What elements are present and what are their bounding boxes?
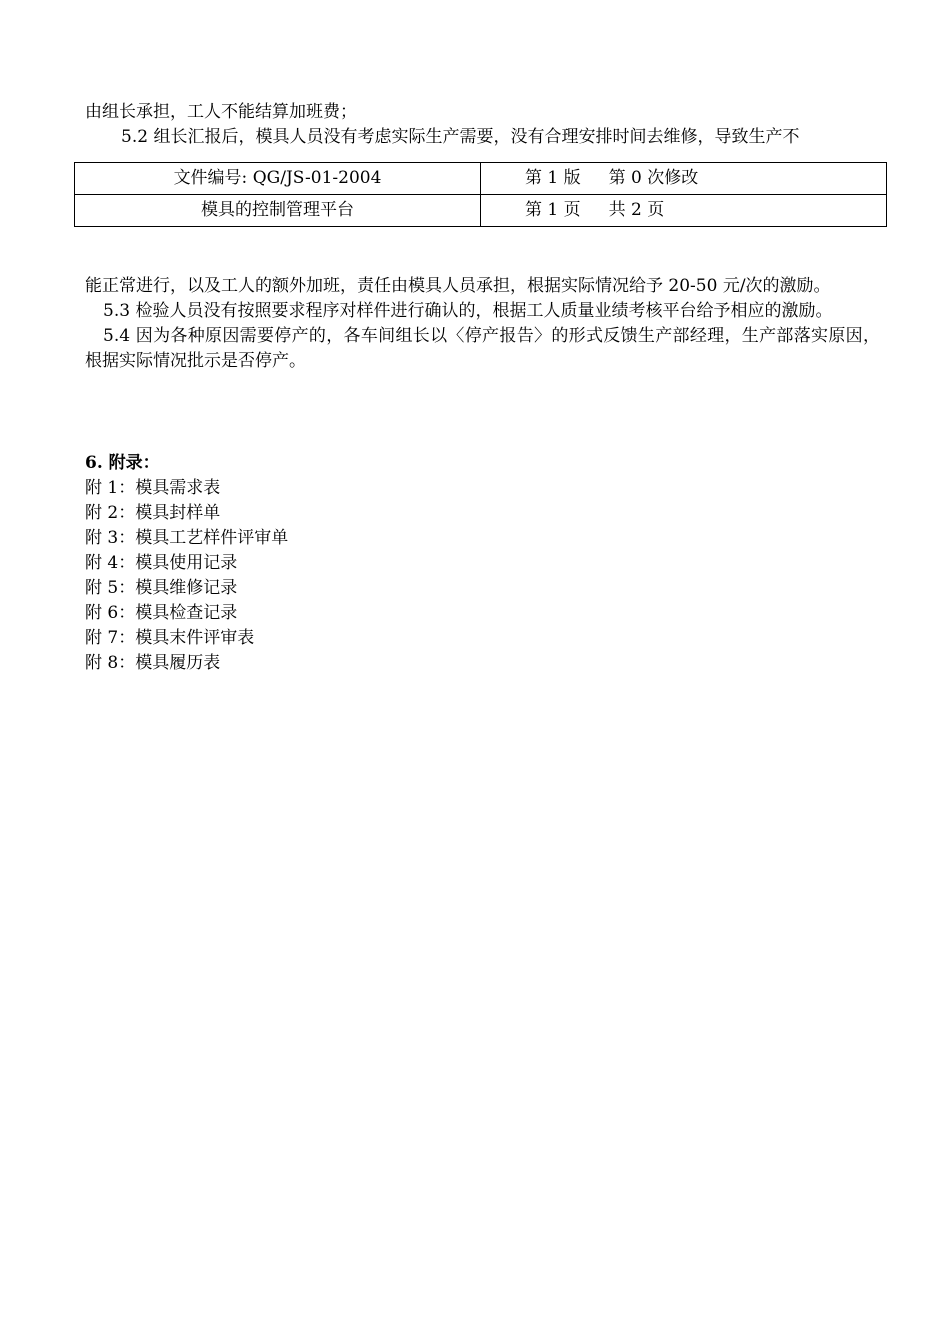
paragraph-5-2-start: 5.2 组长汇报后，模具人员没有考虑实际生产需要，没有合理安排时间去维修，导致生产不	[121, 127, 800, 147]
appendix-item: 附 3：模具工艺样件评审单	[85, 528, 289, 548]
appendix-item: 附 4：模具使用记录	[85, 553, 238, 573]
appendix-item: 附 7：模具末件评审表	[85, 628, 255, 648]
appendix-item: 附 1：模具需求表	[85, 478, 221, 498]
appendix-item: 附 6：模具检查记录	[85, 603, 238, 623]
body-text-block	[85, 274, 880, 374]
continued-line: 由组长承担，工人不能结算加班费；	[85, 102, 357, 122]
appendix-item: 附 5：模具维修记录	[85, 578, 238, 598]
header-row-1	[75, 163, 887, 195]
paragraph-5-3: 5.3 检验人员没有按照要求程序对样件进行确认的，根据工人质量业绩考核平台给予相应的激励。	[103, 301, 833, 321]
appendix-section	[85, 451, 685, 676]
file-number-cell: 文件编号: QG/JS-01-2004	[75, 163, 481, 195]
header-row-2	[75, 195, 887, 227]
page-total-text: 共 2 页	[608, 200, 665, 220]
document-header-table	[74, 162, 887, 227]
edition-text: 第 1 版	[524, 168, 581, 188]
appendix-item: 附 2：模具封样单	[85, 503, 221, 523]
top-text-block	[85, 100, 880, 150]
document-title-cell: 模具的控制管理平台	[75, 195, 481, 227]
paragraph-5-2-continued: 能正常进行，以及工人的额外加班，责任由模具人员承担，根据实际情况给予 20-50 元/次的激励。	[85, 276, 831, 296]
revision-text: 第 0 次修改	[608, 168, 699, 188]
page-number-text: 第 1 页	[524, 200, 581, 220]
appendix-item: 附 8：模具履历表	[85, 653, 221, 673]
appendix-list	[85, 476, 685, 676]
appendix-heading: 6. 附录：	[85, 453, 160, 473]
edition-cell	[480, 163, 886, 195]
paragraph-5-4: 5.4 因为各种原因需要停产的，各车间组长以〈停产报告〉的形式反馈生产部经理，生产部落实原因，根据实际情况批示是否停产。	[85, 326, 880, 371]
page-number-cell	[480, 195, 886, 227]
